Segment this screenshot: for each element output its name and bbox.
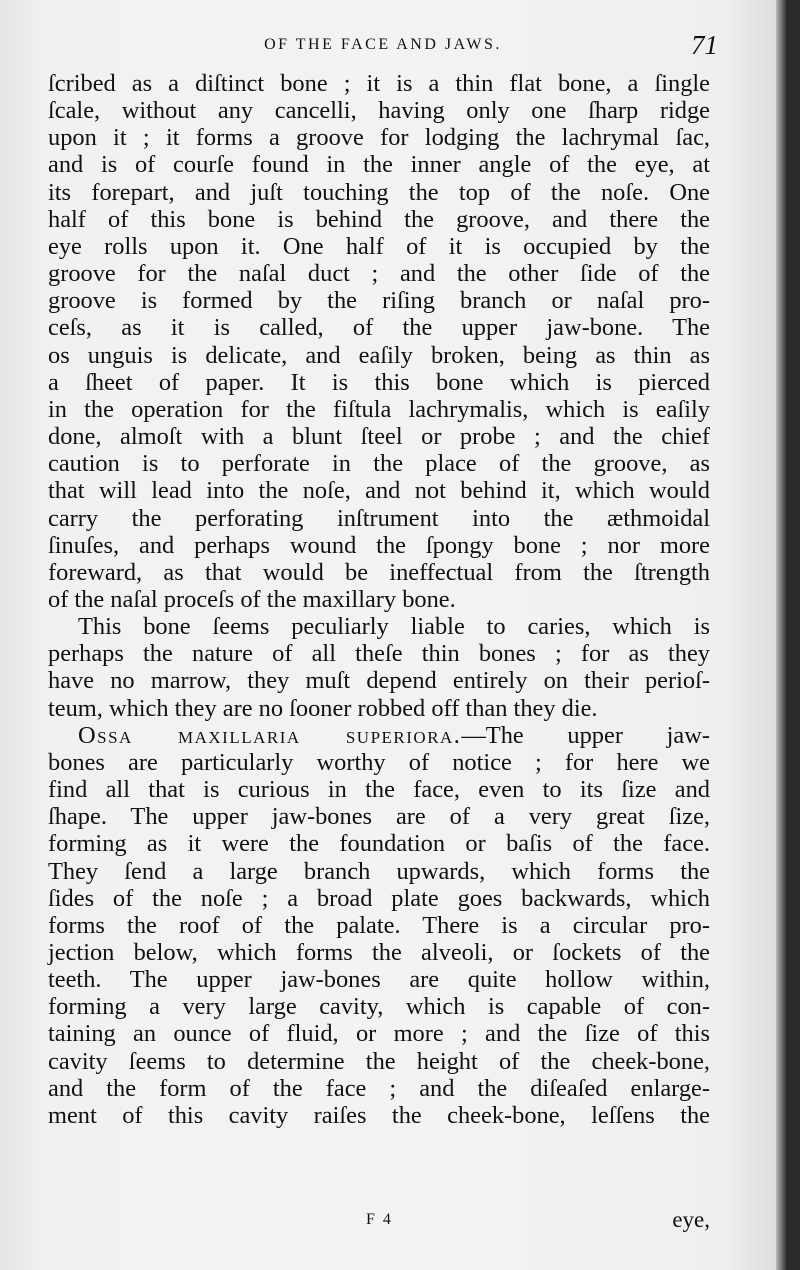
text-line: perhaps the nature of all theſe thin bones ; for as they	[48, 640, 710, 668]
page-number: 71	[691, 30, 718, 60]
page-header	[48, 30, 718, 60]
text-line: os unguis is delicate, and eaſily broken, being as thin as	[48, 341, 710, 369]
section-heading: Ossa maxillaria superiora.	[78, 721, 462, 749]
text-line: forming a very large cavity, which is capable of con-	[48, 993, 710, 1021]
text-line: ſinuſes, and perhaps wound the ſpongy bone ; nor more	[48, 531, 710, 559]
text-line: done, almoſt with a blunt ſteel or probe ; and the chief	[48, 423, 710, 451]
text-line: of the naſal proceſs of the maxillary bone.	[48, 585, 456, 613]
text-line: bones are particularly worthy of notice ; for here we	[48, 748, 710, 776]
text-line: caution is to perforate in the place of the groove, as	[48, 450, 710, 478]
text-line: ſcale, without any cancelli, having only one ſharp ridge	[48, 97, 710, 125]
text-line: and the form of the face ; and the diſeaſed enlarge-	[48, 1074, 710, 1102]
text-line: teeth. The upper jaw-bones are quite hollow within,	[48, 966, 710, 994]
text-line: foreward, as that would be ineffectual from the ſtrength	[48, 558, 710, 586]
text-line: in the operation for the fiſtula lachrymalis, which is eaſily	[48, 395, 710, 423]
paragraph-3	[48, 722, 710, 1129]
text-line: ceſs, as it is called, of the upper jaw-bone. The	[48, 314, 710, 342]
text-line: find all that is curious in the face, even to its ſize and	[48, 776, 710, 804]
text-line: a ſheet of paper. It is this bone which is pierced	[48, 368, 710, 396]
body-text	[48, 70, 710, 1129]
running-head: OF THE FACE AND JAWS.	[264, 36, 502, 53]
text-line: ſides of the noſe ; a broad plate goes backwards, which	[48, 884, 710, 912]
text-line: forms the roof of the palate. There is a circular pro-	[48, 911, 710, 939]
text-line: half of this bone is behind the groove, and there the	[48, 205, 710, 233]
text-line: ment of this cavity raiſes the cheek-bone, leſſens the	[48, 1101, 710, 1129]
text-line: cavity ſeems to determine the height of the cheek-bone,	[48, 1047, 710, 1075]
text-line: upon it ; it forms a groove for lodging the lachrymal ſac,	[48, 124, 710, 152]
text-line: forming as it were the foundation or baſis of the face.	[48, 830, 710, 858]
text-line: They ſend a large branch upwards, which forms the	[48, 857, 710, 885]
text-line: that will lead into the noſe, and not behind it, which would	[48, 477, 710, 505]
text-line-continuation: —The upper jaw-	[461, 721, 710, 749]
text-line: eye rolls upon it. One half of it is occupied by the	[48, 232, 710, 260]
text-line: and is of courſe found in the inner angle of the eye, at	[48, 151, 710, 179]
paragraph-1	[48, 70, 710, 613]
text-line	[48, 722, 710, 749]
page-edge-shadow	[776, 0, 788, 1270]
text-line: have no marrow, they muſt depend entirely on their perioſ-	[48, 667, 710, 695]
text-line: ſcribed as a diſtinct bone ; it is a thin flat bone, a ſingle	[48, 70, 710, 97]
text-line: carry the perforating inſtrument into the æthmoidal	[48, 504, 710, 532]
text-line: This bone ſeems peculiarly liable to caries, which is	[78, 613, 710, 641]
page-footer	[48, 1205, 710, 1237]
text-line: taining an ounce of fluid, or more ; and the ſize of this	[48, 1020, 710, 1048]
signature-mark: F 4	[366, 1211, 393, 1228]
catchword: eye,	[672, 1207, 710, 1232]
text-line: jection below, which forms the alveoli, or ſockets of the	[48, 939, 710, 966]
text-line: teum, which they are no ſooner robbed off than they die.	[48, 694, 598, 722]
text-line: groove for the naſal duct ; and the other ſide of the	[48, 260, 710, 288]
paragraph-2	[48, 613, 710, 722]
text-line: ſhape. The upper jaw-bones are of a very great ſize,	[48, 803, 710, 831]
text-line: its forepart, and juſt touching the top of the noſe. One	[48, 178, 710, 206]
text-line: groove is formed by the riſing branch or naſal pro-	[48, 287, 710, 315]
